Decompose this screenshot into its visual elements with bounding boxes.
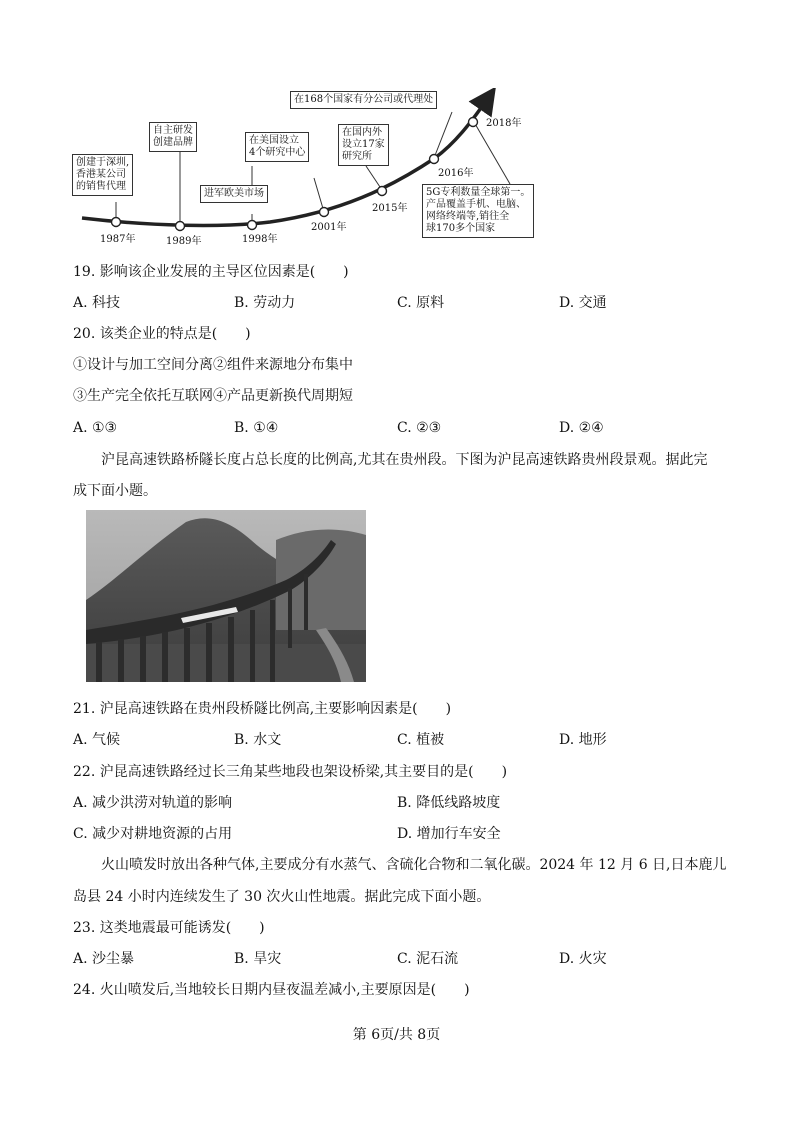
year-1987: 1987年 [100, 234, 136, 245]
q19-option-b: B. 劳动力 [234, 295, 296, 311]
q21-option-c: C. 植被 [397, 732, 445, 748]
year-2001: 2001年 [311, 222, 347, 233]
q21-option-b: B. 水文 [234, 732, 282, 748]
page-footer: 第 6页/共 8页 [352, 1027, 441, 1043]
year-2015: 2015年 [372, 203, 408, 214]
company-timeline-figure [70, 88, 550, 258]
timeline-box-own-brand: 自主研发 创建品牌 [149, 122, 197, 152]
question-21-stem: 21. 沪昆高速铁路在贵州段桥隧比例高,主要影响因素是( ) [73, 701, 452, 717]
q23-option-a: A. 沙尘暴 [73, 951, 135, 967]
q23-option-d: D. 火灾 [559, 951, 607, 967]
question-23-stem: 23. 这类地震最可能诱发( ) [73, 920, 265, 936]
year-2018: 2018年 [486, 118, 522, 129]
q20-option-c: C. ②③ [397, 420, 442, 436]
q23-option-c: C. 泥石流 [397, 951, 459, 967]
passage-volcano-line-2: 岛县 24 小时内连续发生了 30 次火山性地震。据此完成下面小题。 [73, 889, 491, 905]
q21-option-a: A. 气候 [73, 732, 121, 748]
timeline-box-168-countries: 在168个国家有分公司或代理处 [290, 91, 437, 109]
railway-bridge-illustration [86, 510, 366, 682]
q19-option-d: D. 交通 [559, 295, 607, 311]
q20-statement-line-1: ①设计与加工空间分离②组件来源地分布集中 [73, 357, 353, 373]
timeline-box-europe-us: 进军欧美市场 [200, 185, 268, 203]
year-1998: 1998年 [242, 234, 278, 245]
passage-railway-line-2: 成下面小题。 [73, 483, 157, 499]
q22-option-c: C. 减少对耕地资源的占用 [73, 826, 233, 842]
question-24-stem: 24. 火山喷发后,当地较长日期内昼夜温差减小,主要原因是( ) [73, 982, 470, 998]
q19-option-c: C. 原料 [397, 295, 445, 311]
year-1989: 1989年 [166, 236, 202, 247]
passage-volcano-line-1: 火山喷发时放出各种气体,主要成分有水蒸气、含硫化合物和二氧化碳。2024 年 12 月 6 日,日本鹿儿 [101, 857, 727, 873]
q22-option-a: A. 减少洪涝对轨道的影响 [73, 795, 233, 811]
question-19-stem: 19. 影响该企业发展的主导区位因素是( ) [73, 264, 349, 280]
q22-option-d: D. 增加行车安全 [397, 826, 501, 842]
railway-bridge-photo [86, 510, 366, 682]
q20-statement-line-2: ③生产完全依托互联网④产品更新换代周期短 [73, 388, 353, 404]
timeline-box-5g: 5G专利数量全球第一。 产品覆盖手机、电脑、 网络终端等,销往全 球170多个国家 [422, 184, 534, 238]
timeline-box-founding: 创建于深圳, 香港某公司 的销售代理 [72, 154, 133, 196]
timeline-box-us-research: 在美国设立 4个研究中心 [245, 132, 309, 162]
q22-option-b: B. 降低线路坡度 [397, 795, 501, 811]
question-22-stem: 22. 沪昆高速铁路经过长三角某些地段也架设桥梁,其主要目的是( ) [73, 764, 508, 780]
q20-option-b: B. ①④ [234, 420, 279, 436]
q19-option-a: A. 科技 [73, 295, 121, 311]
question-20-stem: 20. 该类企业的特点是( ) [73, 326, 251, 342]
q20-option-a: A. ①③ [73, 420, 118, 436]
q20-option-d: D. ②④ [559, 420, 604, 436]
q21-option-d: D. 地形 [559, 732, 607, 748]
q23-option-b: B. 旱灾 [234, 951, 282, 967]
passage-railway-line-1: 沪昆高速铁路桥隧长度占总长度的比例高,尤其在贵州段。下图为沪昆高速铁路贵州段景观。据此完 [101, 452, 708, 468]
timeline-box-17-institutes: 在国内外 设立17家 研究所 [338, 124, 389, 166]
year-2016: 2016年 [438, 168, 474, 179]
